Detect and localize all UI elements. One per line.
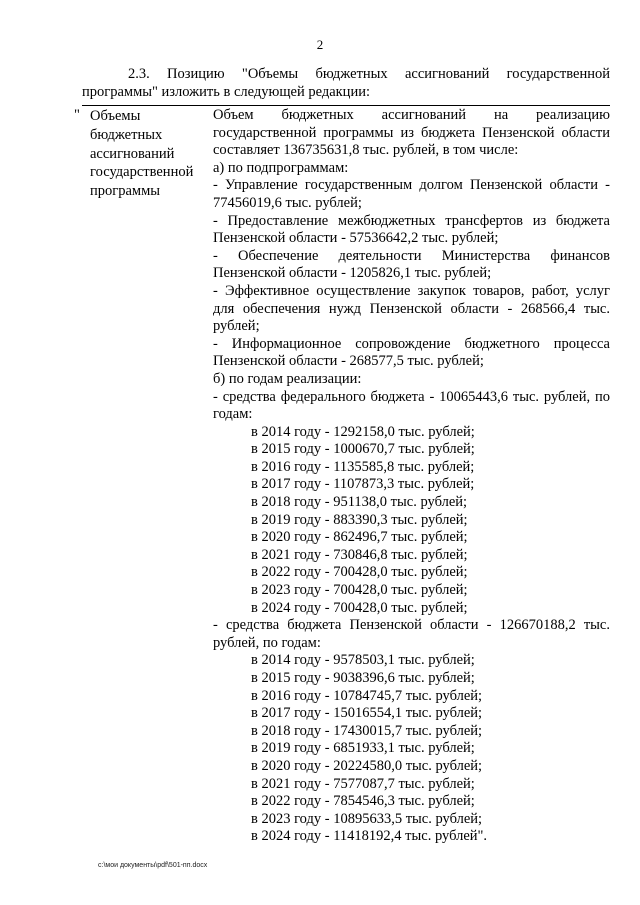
page-number: 2 [316, 37, 324, 52]
federal-year-item: в 2015 году - 1000670,7 тыс. рублей; [251, 441, 475, 458]
opening-quote: " [74, 107, 80, 123]
regional-year-item: в 2015 году - 9038396,6 тыс. рублей; [251, 670, 475, 686]
subprograms-heading: а) по подпрограммам: [213, 159, 349, 176]
regional-year-item: в 2022 году - 7854546,3 тыс. рублей; [251, 793, 475, 810]
federal-year-item: в 2020 году - 862496,7 тыс. рублей; [251, 529, 468, 546]
federal-year-item: в 2017 году - 1107873,3 тыс. рублей; [251, 476, 475, 493]
federal-year-item: в 2023 году - 700428,0 тыс. рублей; [251, 582, 468, 599]
federal-budget-intro: - средства федерального бюджета - 10065443,6 тыс. рублей, по годам: [213, 388, 610, 423]
federal-year-item: в 2022 году - 700428,0 тыс. рублей; [251, 564, 468, 581]
regional-year-item: в 2023 году - 10895633,5 тыс. рублей; [251, 810, 483, 827]
position-label-line: Объемы [90, 108, 141, 124]
regional-year-item: в 2014 году - 9578503,1 тыс. рублей; [251, 652, 475, 669]
subprogram-item: - Управление государственным долгом Пензенской области - 77456019,6 тыс. рублей; [213, 177, 610, 211]
federal-year-item: в 2019 году - 883390,3 тыс. рублей; [251, 511, 468, 528]
regional-year-item: в 2020 году - 20224580,0 тыс. рублей; [251, 757, 483, 774]
subprogram-item: - Предоставление межбюджетных трансфертов из бюджета Пензенской области - 57536642,2 тыс. рублей; [213, 212, 610, 247]
federal-year-item: в 2018 году - 951138,0 тыс. рублей; [251, 494, 468, 511]
position-label [90, 107, 208, 201]
regional-year-item: в 2016 году - 10784745,7 тыс. рублей; [251, 687, 483, 704]
position-label-line: ассигнований [90, 145, 175, 162]
regional-budget-intro: - средства бюджета Пензенской области - 126670188,2 тыс. рублей, по годам: [213, 617, 610, 651]
intro-paragraph [82, 66, 610, 101]
regional-year-item: в 2024 году - 11418192,4 тыс. рублей". [251, 828, 488, 845]
position-label-line: программы [90, 183, 160, 200]
total-allocation: Объем бюджетных ассигнований на реализацию государственной программы из бюджета Пензенской области составляет 136735631,8 тыс. рублей, в том числе: [213, 107, 610, 159]
federal-year-item: в 2024 году - 700428,0 тыс. рублей; [251, 599, 468, 616]
years-heading: б) по годам реализации: [213, 370, 362, 387]
subprogram-item: - Эффективное осуществление закупок товаров, работ, услуг для обеспечения нужд Пензенской области - 268566,4 тыс. рублей; [213, 282, 610, 335]
position-label-line: бюджетных [90, 126, 163, 143]
regional-year-item: в 2018 году - 17430015,7 тыс. рублей; [251, 722, 483, 739]
intro-line-2: программы" изложить в следующей редакции: [82, 83, 370, 100]
intro-line-1: 2.3. Позицию "Объемы бюджетных ассигнований государственной [128, 66, 610, 82]
subprogram-item: - Информационное сопровождение бюджетного процесса Пензенской области - 268577,5 тыс. рублей; [213, 335, 610, 370]
position-label-line: государственной [90, 164, 194, 181]
regional-year-item: в 2017 году - 15016554,1 тыс. рублей; [251, 705, 483, 722]
regional-year-item: в 2021 году - 7577087,7 тыс. рублей; [251, 775, 475, 792]
subprogram-item: - Обеспечение деятельности Министерства финансов Пензенской области - 1205826,1 тыс. рублей; [213, 247, 610, 282]
regional-year-item: в 2019 году - 6851933,1 тыс. рублей; [251, 740, 475, 757]
file-path-footer: c:\мои документы\pdf\501-пп.docx [98, 862, 208, 869]
federal-year-item: в 2014 году - 1292158,0 тыс. рублей; [251, 423, 475, 440]
federal-year-item: в 2021 году - 730846,8 тыс. рублей; [251, 546, 468, 563]
position-content [213, 107, 610, 846]
federal-year-item: в 2016 году - 1135585,8 тыс. рублей; [251, 458, 475, 475]
table-top-rule [82, 105, 610, 106]
